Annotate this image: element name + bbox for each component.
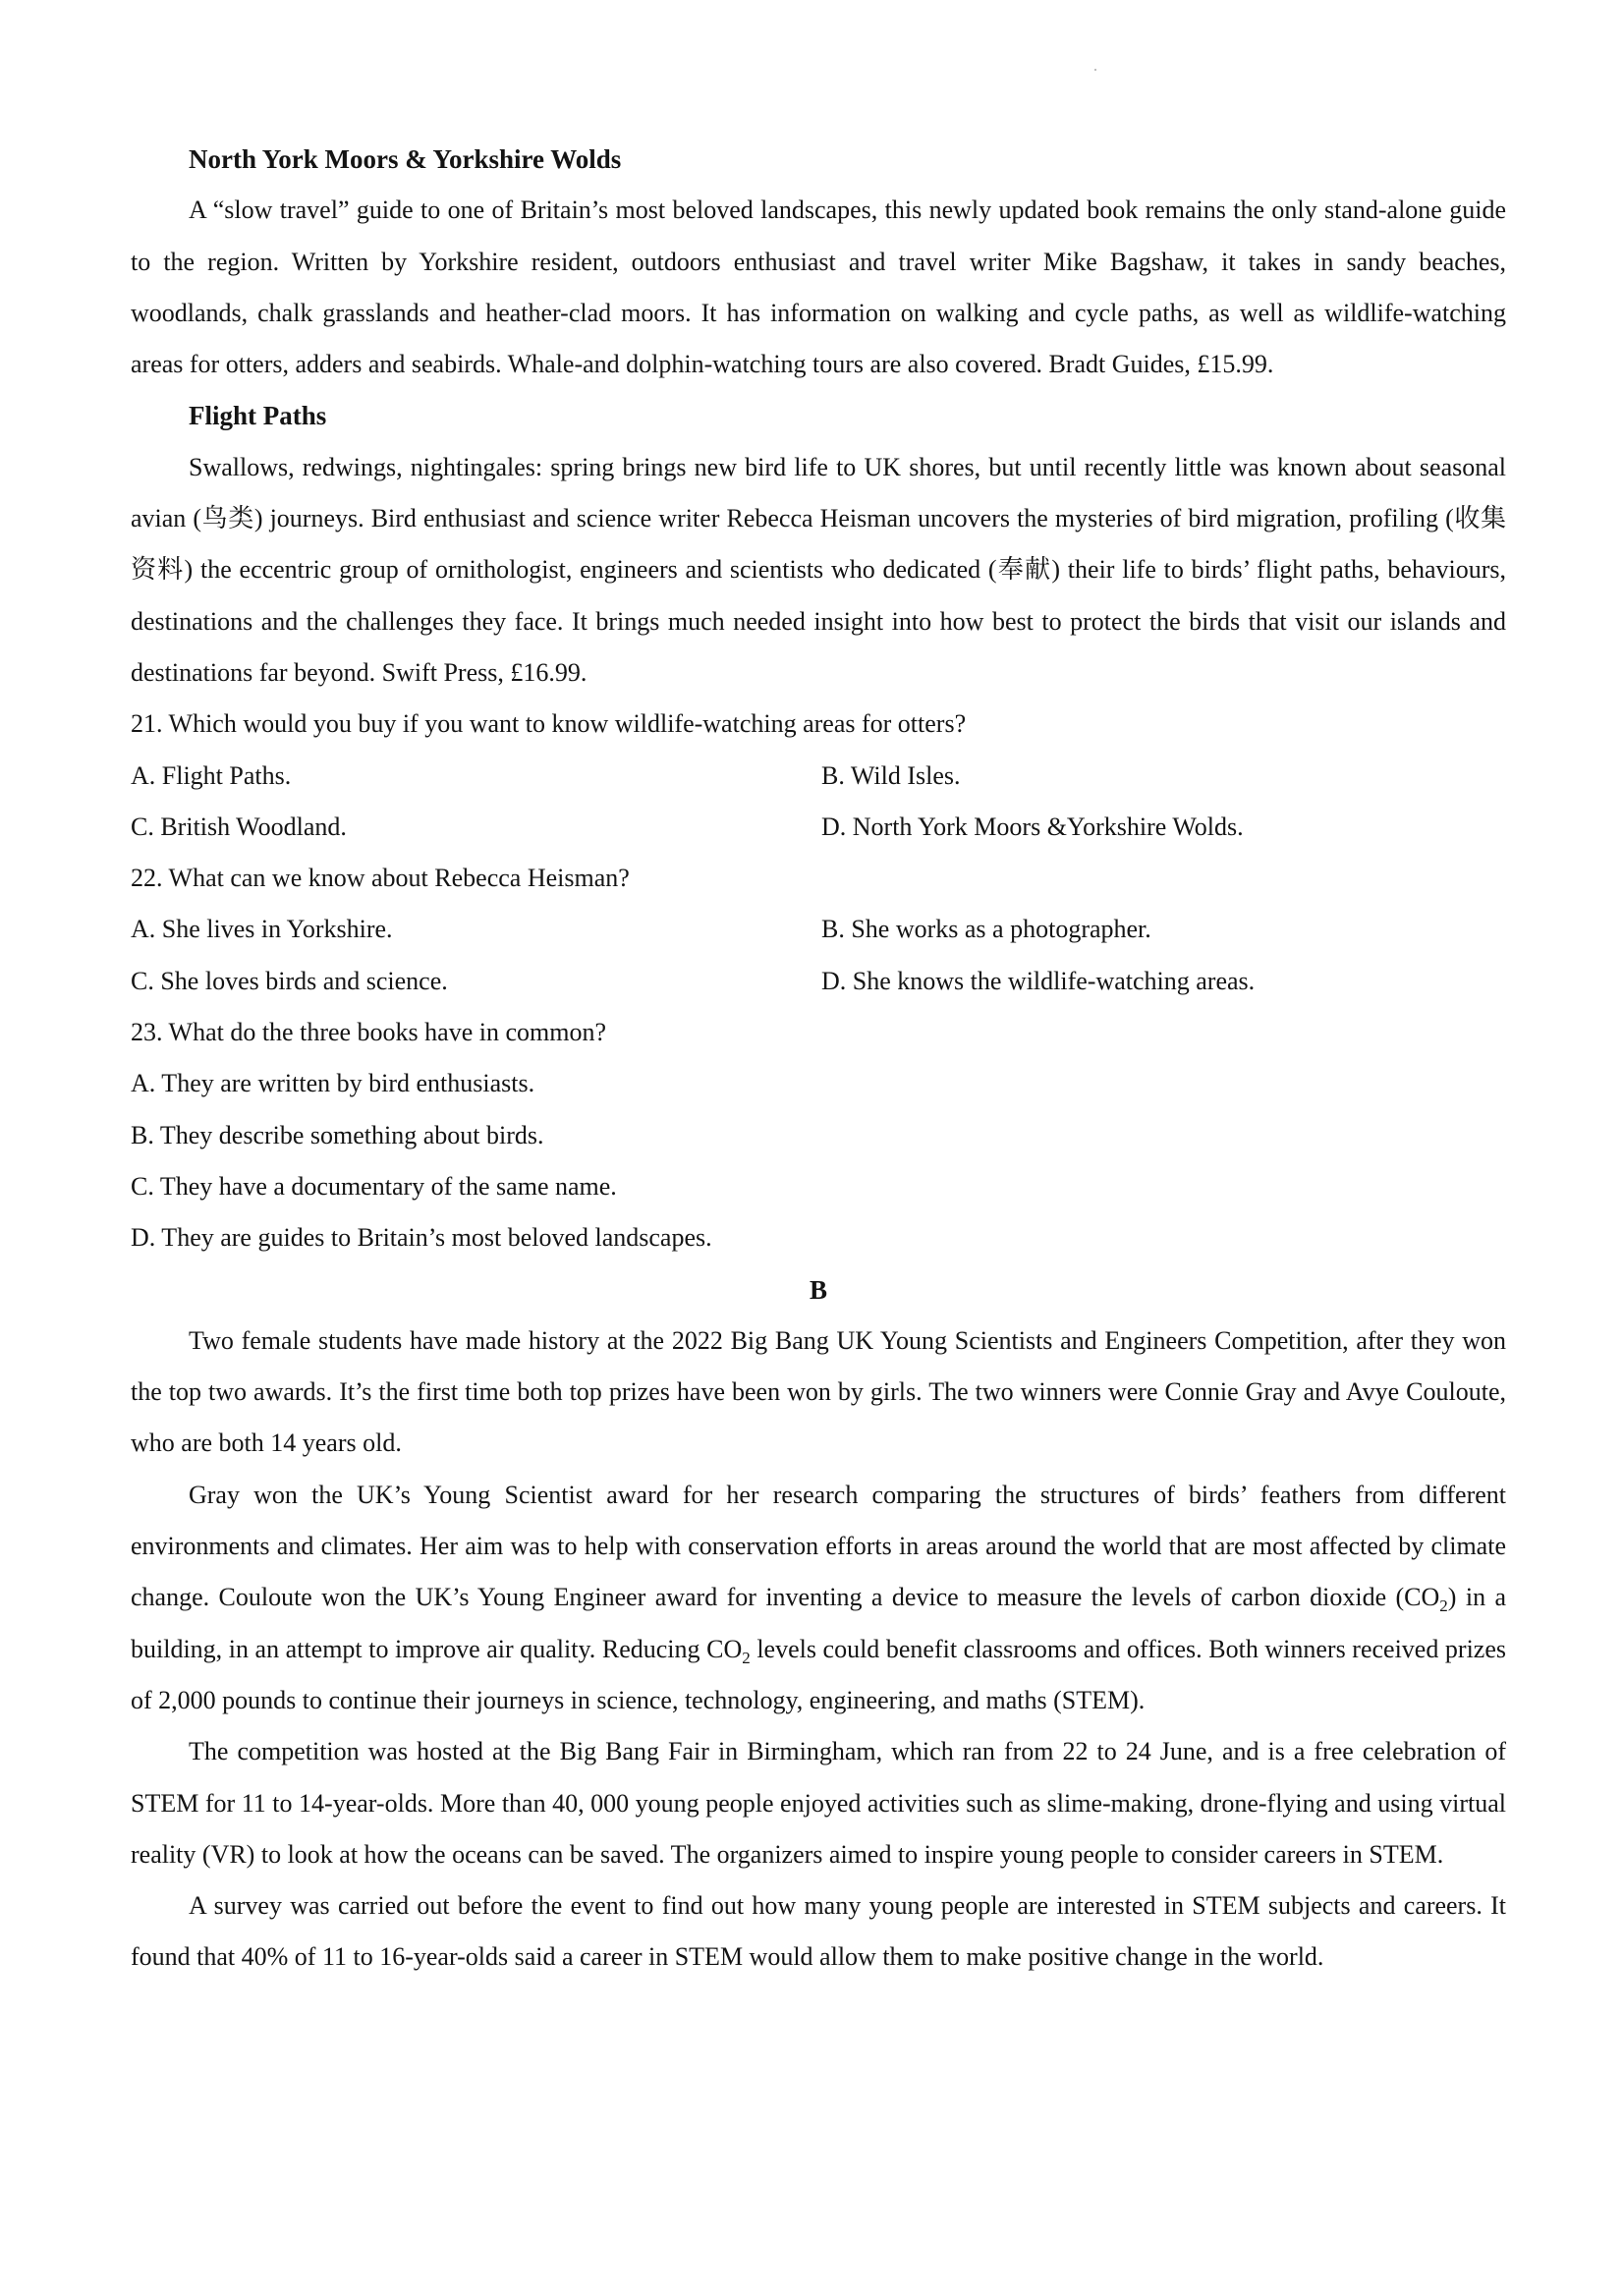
book-description-flight-paths: Swallows, redwings, nightingales: spring brings new bird life to UK shores, but until recently little was known about seasonal avian (鸟类) journeys. Bird enthusiast and science writer Rebecca Heisman uncovers the mysteries of bird migration, profiling (收集资料) the eccentric group of ornithologist, engineers and scientists who dedicated (奉献) their life to birds’ flight paths, behaviours, destinations and the challenges they face. It brings much needed insight into how best to protect the birds that visit our islands and destinations far beyond. Swift Press, £16.99. bbox=[131, 452, 1506, 687]
question-22-option-a: A. She lives in Yorkshire. bbox=[131, 915, 393, 944]
paragraph-2-part-3: levels could benefit classrooms and offices. Both winners received prizes of 2,000 pounds to continue their journeys in science, technology, engineering, and maths (STEM). bbox=[131, 1634, 1506, 1714]
question-22-options-row-2 bbox=[131, 956, 1506, 1007]
passage-b-paragraph-1: Two female students have made history at the 2022 Big Bang UK Young Scientists and Engineers Competition, after they won the top two awards. It’s the first time both top prizes have been won by girls. The two winners were Connie Gray and Avye Couloute, who are both 14 years old. bbox=[131, 1325, 1506, 1458]
question-22-option-c: C. She loves birds and science. bbox=[131, 966, 448, 995]
paragraph-2-part-2: ) in a building, in an attempt to improve air quality. Reducing CO bbox=[131, 1583, 1507, 1663]
co2-subscript-1: 2 bbox=[1439, 1596, 1448, 1616]
question-23-option-c: C. They have a documentary of the same name. bbox=[131, 1171, 617, 1201]
question-21-option-c: C. British Woodland. bbox=[131, 812, 347, 841]
question-21-option-d: D. North York Moors &Yorkshire Wolds. bbox=[821, 812, 1244, 841]
section-b-label: B bbox=[809, 1274, 827, 1305]
question-22-option-b: B. She works as a photographer. bbox=[821, 915, 1151, 944]
question-21-stem: 21. Which would you buy if you want to know wildlife-watching areas for otters? bbox=[131, 709, 967, 739]
book-description-north-york: A “slow travel” guide to one of Britain’s most beloved landscapes, this newly updated book remains the only stand-alone guide to the region. Written by Yorkshire resident, outdoors enthusiast and travel writer Mike Bagshaw, it takes in sandy beaches, woodlands, chalk grasslands and heather-clad moors. It has information on walking and cycle paths, as well as wildlife-watching areas for otters, adders and seabirds. Whale-and dolphin-watching tours are also covered. Bradt Guides, £15.99. bbox=[131, 196, 1506, 379]
question-21-options-row-1 bbox=[131, 751, 1506, 802]
scan-speck bbox=[1094, 69, 1096, 71]
question-22-stem: 22. What can we know about Rebecca Heisman? bbox=[131, 864, 630, 893]
book-title-north-york: North York Moors & Yorkshire Wolds bbox=[189, 144, 622, 174]
question-21-options-row-2 bbox=[131, 802, 1506, 853]
paragraph-2-part-1: Gray won the UK’s Young Scientist award for her research comparing the structures of birds’ feathers from different environments and climates. Her aim was to help with conservation efforts in areas around the world that are most affected by climate change. Couloute won the UK’s Young Engineer award for inventing a device to measure the levels of carbon dioxide (CO bbox=[131, 1480, 1506, 1612]
question-23-stem: 23. What do the three books have in common? bbox=[131, 1018, 607, 1047]
question-22-options-row-1 bbox=[131, 904, 1506, 955]
co2-subscript-2: 2 bbox=[742, 1648, 751, 1667]
passage-b-paragraph-3: The competition was hosted at the Big Bang Fair in Birmingham, which ran from 22 to 24 June, and is a free celebration of STEM for 11 to 14-year-olds. More than 40, 000 young people enjoyed activities such as slime-making, drone-flying and using virtual reality (VR) to look at how the oceans can be saved. The organizers aimed to inspire young people to consider careers in STEM. bbox=[131, 1737, 1506, 1869]
question-22-option-d: D. She knows the wildlife-watching areas. bbox=[821, 966, 1256, 995]
question-21-option-a: A. Flight Paths. bbox=[131, 760, 292, 790]
question-21-option-b: B. Wild Isles. bbox=[821, 760, 961, 790]
question-23-option-d: D. They are guides to Britain’s most beloved landscapes. bbox=[131, 1223, 712, 1253]
question-23-option-b: B. They describe something about birds. bbox=[131, 1120, 544, 1149]
book-title-flight-paths: Flight Paths bbox=[189, 401, 327, 431]
passage-b-paragraph-4: A survey was carried out before the event to find out how many young people are interested in STEM subjects and careers. It found that 40% of 11 to 16-year-olds said a career in STEM would allow them to make positive change in the world. bbox=[131, 1891, 1506, 1972]
question-23-option-a: A. They are written by bird enthusiasts. bbox=[131, 1069, 535, 1098]
document-page bbox=[131, 134, 1506, 1984]
passage-b-paragraph-2 bbox=[131, 1470, 1506, 1726]
